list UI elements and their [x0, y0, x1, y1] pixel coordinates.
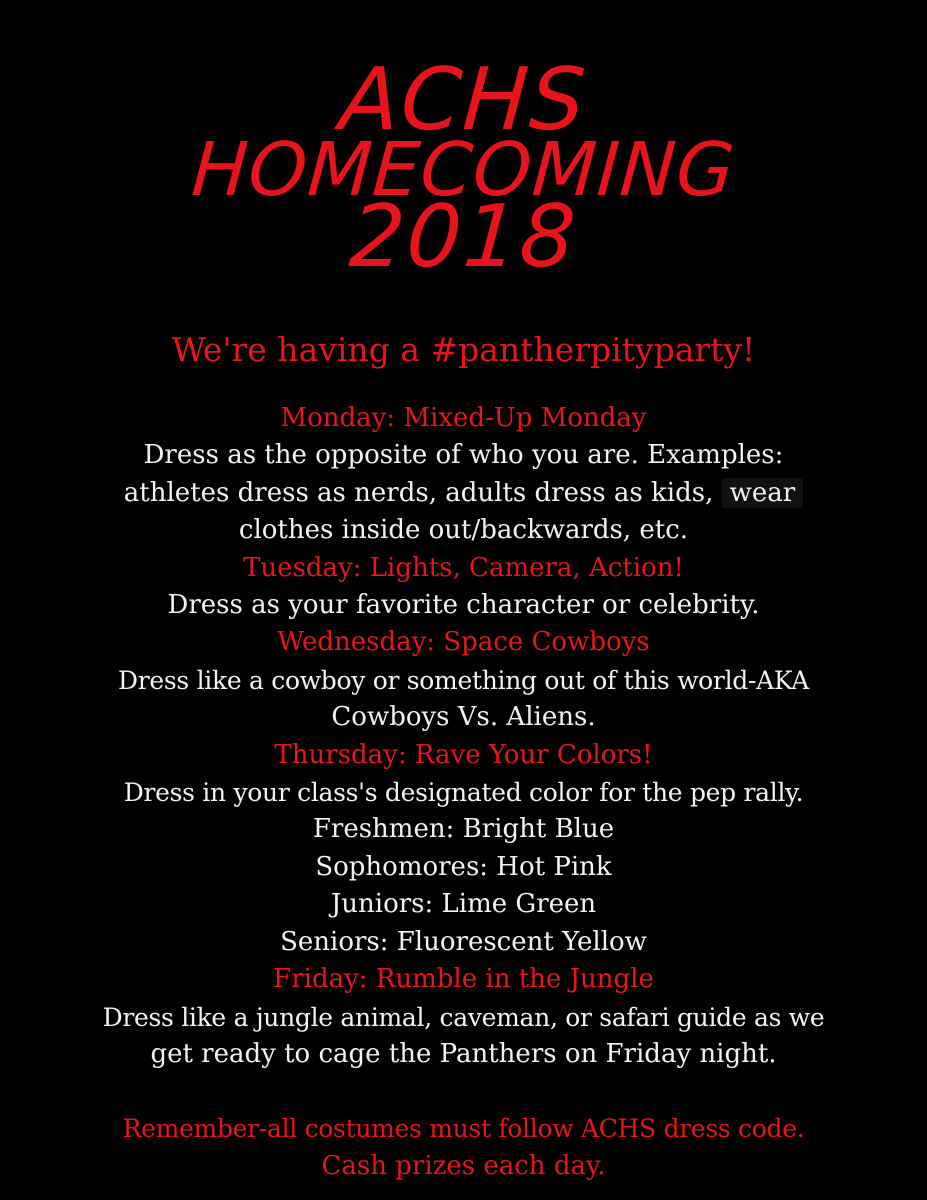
day-heading-monday: Monday: Mixed-Up Monday	[280, 403, 647, 433]
highlighted-word: wear	[722, 478, 804, 508]
day-description-text: athletes dress as nerds, adults dress as kids,	[123, 477, 714, 508]
spacer	[60, 1073, 867, 1110]
class-color-seniors: Seniors: Fluorescent Yellow	[280, 926, 647, 957]
class-color-sophomores: Sophomores: Hot Pink	[315, 851, 612, 882]
schedule	[60, 400, 867, 1185]
footer-prizes: Cash prizes each day.	[321, 1150, 606, 1181]
class-color-juniors: Juniors: Lime Green	[330, 889, 597, 920]
day-description-line: Dress as your favorite character or celebrity.	[167, 590, 760, 621]
day-description-line: Dress in your class's designated color for the pep rally.	[123, 778, 804, 808]
day-heading-thursday: Thursday: Rave Your Colors!	[274, 739, 653, 770]
day-description-line: Dress as the opposite of who you are. Examples:	[143, 440, 784, 471]
tagline: We're having a #pantherpityparty!	[171, 330, 756, 369]
day-description-line: get ready to cage the Panthers on Friday night.	[150, 1038, 777, 1069]
title-school: ACHS	[336, 50, 591, 150]
day-description-line: Dress like a jungle animal, caveman, or safari guide as we	[102, 1002, 825, 1032]
day-description-line: Dress like a cowboy or something out of this world-AKA	[118, 665, 809, 695]
title-event: HOMECOMING	[189, 127, 738, 213]
day-description-line: Cowboys Vs. Aliens.	[331, 702, 596, 733]
footer-dress-code: Remember-all costumes must follow ACHS dress code.	[122, 1114, 805, 1144]
day-heading-wednesday: Wednesday: Space Cowboys	[277, 627, 650, 658]
class-color-freshmen: Freshmen: Bright Blue	[312, 814, 615, 845]
day-heading-friday: Friday: Rumble in the Jungle	[273, 964, 654, 995]
day-heading-tuesday: Tuesday: Lights, Camera, Action!	[243, 552, 684, 583]
title-year: 2018	[346, 187, 581, 287]
day-description-line: clothes inside out/backwards, etc.	[238, 515, 689, 546]
day-description-line	[60, 475, 867, 512]
